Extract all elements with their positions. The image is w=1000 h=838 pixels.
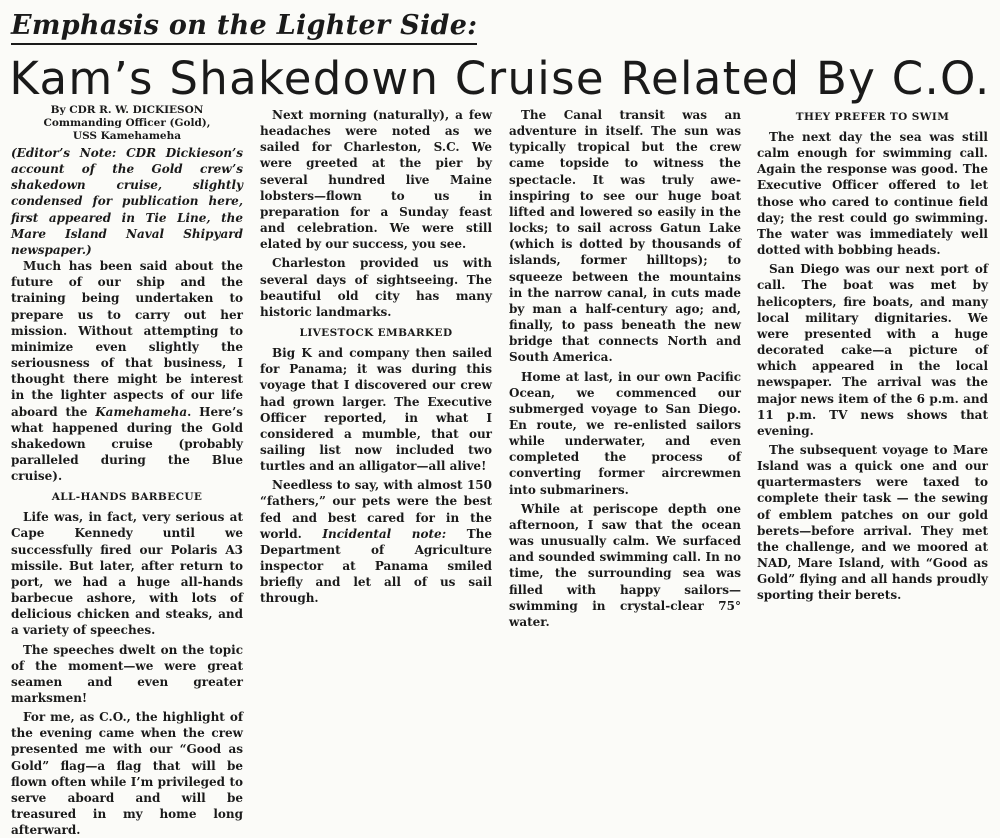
column-2 <box>260 104 492 607</box>
paragraph: Needless to say, with almost 150 “fathers,” our pets were the best fed and best cared for in the world. Incidental note: The Department of Agriculture inspector at Panama smiled briefly and let all of us sail through. <box>260 478 492 606</box>
paragraph: The Canal transit was an adventure in itself. The sun was typically tropical but the crew came topside to witness the spectacle. It was truly awe-inspiring to see our huge boat lifted and lowered so easily in the locks; to sail across Gatun Lake (which is dotted by thousands of islands, former hilltops); to squeeze between the mountains in the narrow canal, in cuts made by man a half-century ago; and, finally, to pass beneath the new bridge that connects North and South America. <box>509 108 741 365</box>
column-4 <box>757 104 988 604</box>
paragraph: Big K and company then sailed for Panama; it was during this voyage that I discovered our crew had grown larger. The Executive Officer reported, in what I considered a mumble, that our sailing list now included two turtles and an alligator—all alive! <box>260 346 492 474</box>
subhead-swim: THEY PREFER TO SWIM <box>795 111 950 123</box>
byline-title: Commanding Officer (Gold), <box>43 117 211 129</box>
paragraph: Home at last, in our own Pacific Ocean, we commenced our submerged voyage to San Diego. En route, we re-enlisted sailors while underwater, and even completed the process of converting former aircrewmen into submariners. <box>509 369 741 497</box>
paragraph: Charleston provided us with several days of sightseeing. The beautiful old city has many historic landmarks. <box>260 256 492 319</box>
paragraph: Much has been said about the future of our ship and the training being undertaken to prepare us to carry out her mission. Without attempting to minimize even slightly the seriousness of that business, I thought there might be interest in the lighter aspects of our life aboard the Kamehameha. Here’s what happened during the Gold shakedown cruise (probably paralleled during the Blue cruise). <box>11 259 244 484</box>
paragraph: For me, as C.O., the highlight of the evening came when the crew presented me with our “Good as Gold” flag—a flag that will be flown often while I’m privileged to serve aboard and will be treasured in my home long afterward. <box>11 710 243 838</box>
paragraph: The subsequent voyage to Mare Island was a quick one and our quartermasters were taxed to complete their task — the sewing of emblem patches on our gold berets—before arrival. They met the challenge, and we moored at NAD, Mare Island, with “Good as Gold” flying and all hands proudly sporting their berets. <box>757 442 988 603</box>
ship-name: Kamehameha <box>95 404 188 419</box>
paragraph: Life was, in fact, very serious at Cape Kennedy until we successfully fired our Polaris A3 missile. But later, after return to port, we had a huge all-hands barbecue ashore, with lots of delicious chicken and steaks, and a variety of speeches. <box>11 510 243 638</box>
paragraph: San Diego was our next port of call. The boat was met by helicopters, fire boats, and many local military dignitaries. We were presented with a huge decorated cake—a picture of which appeared in the local newspaper. The arrival was the major news item of the 6 p.m. and 11 p.m. TV news shows that evening. <box>757 262 988 438</box>
editor-note: (Editor’s Note: CDR Dickieson’s account of the Gold crew’s shakedown cruise, slightly condensed for publication here, first appeared in Tie Line, the Mare Island Naval Shipyard newspaper.) <box>11 146 243 257</box>
subhead-barbecue: ALL-HANDS BARBECUE <box>51 491 203 504</box>
column-1 <box>11 104 243 838</box>
byline-author: By CDR R. W. DICKIESON <box>50 104 204 116</box>
paragraph: The speeches dwelt on the topic of the moment—we were great seamen and even greater marksmen! <box>11 642 243 705</box>
section-kicker: Emphasis on the Lighter Side: <box>11 10 477 45</box>
incidental-note-label: Incidental note: <box>322 526 447 541</box>
paragraph: Next morning (naturally), a few headaches were noted as we sailed for Charleston, S.C. We were greeted at the pier by several hundred live Maine lobsters—flown to us in preparation for a Sunday feast and celebration. We were still elated by our success, you see. <box>260 108 492 252</box>
byline-ship: USS Kamehameha <box>72 130 182 142</box>
paragraph: While at periscope depth one afternoon, I saw that the ocean was unusually calm. We surfaced and sounded swimming call. In no time, the surrounding sea was filled with happy sailors—swimming in crystal-clear 75° water. <box>509 501 741 629</box>
paragraph: The next day the sea was still calm enough for swimming call. Again the response was good. The Executive Officer offered to let those who cared to continue field day; the rest could go swimming. The water was immediately well dotted with bobbing heads. <box>757 130 988 258</box>
subhead-livestock: LIVESTOCK EMBARKED <box>299 327 453 340</box>
byline <box>11 104 243 143</box>
article-headline: Kam’s Shakedown Cruise Related By C.O. <box>9 52 991 105</box>
column-3 <box>509 104 741 630</box>
